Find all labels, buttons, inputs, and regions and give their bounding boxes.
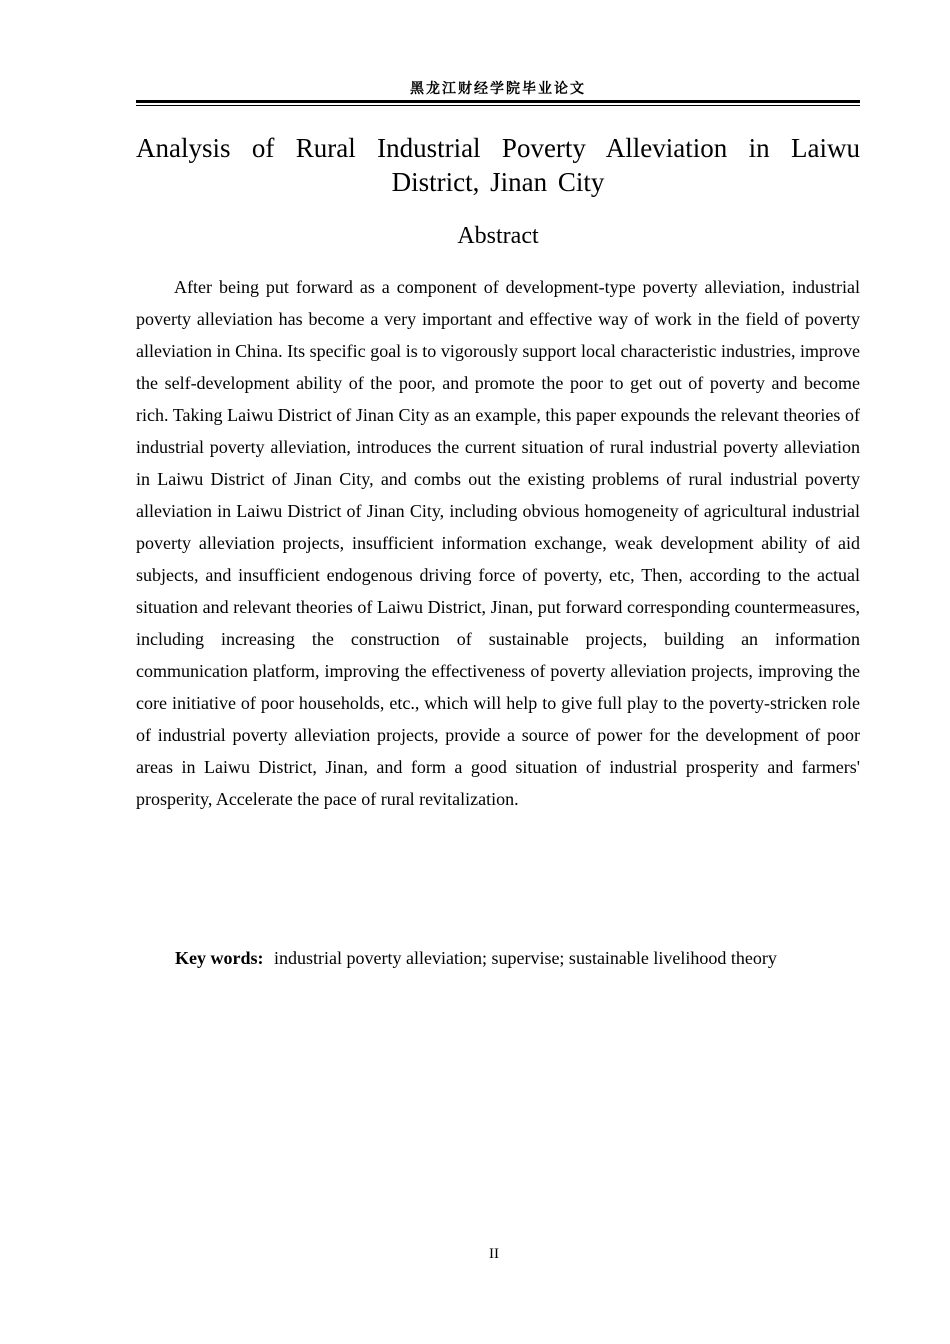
keywords-label: Key words: <box>175 948 264 968</box>
paper-title: Analysis of Rural Industrial Poverty Alleviation in Laiwu District, Jinan City <box>136 133 860 197</box>
header-rule-thick <box>136 100 860 103</box>
header-rule-thin <box>136 105 860 106</box>
page-number: II <box>489 1246 499 1262</box>
abstract-heading: Abstract <box>457 223 539 249</box>
keywords-line <box>175 942 860 974</box>
running-header: 黑龙江财经学院毕业论文 <box>410 81 586 97</box>
abstract-body: After being put forward as a component of development-type poverty alleviation, industrial poverty alleviation has become a very important and effective way of work in the field of poverty alleviation in China. Its specific goal is to vigorously support local characteristic industries, improve the self-development ability of the poor, and promote the poor to get out of poverty and become rich. Taking Laiwu District of Jinan City as an example, this paper expounds the relevant theories of industrial poverty alleviation, introduces the current situation of rural industrial poverty alleviation in Laiwu District of Jinan City, and combs out the existing problems of rural industrial poverty alleviation in Laiwu District of Jinan City, including obvious homogeneity of agricultural industrial poverty alleviation projects, insufficient information exchange, weak development ability of aid subjects, and insufficient endogenous driving force of poverty, etc, Then, according to the actual situation and relevant theories of Laiwu District, Jinan, put forward corresponding countermeasures, including increasing the construction of sustainable projects, building an information communication platform, improving the effectiveness of poverty alleviation projects, improving the core initiative of poor households, etc., which will help to give full play to the poverty-stricken role of industrial poverty alleviation projects, provide a source of power for the development of poor areas in Laiwu District, Jinan, and form a good situation of industrial prosperity and farmers' prosperity, Accelerate the pace of rural revitalization. <box>136 277 860 809</box>
keywords-value: industrial poverty alleviation; supervise; sustainable livelihood theory <box>274 948 777 968</box>
